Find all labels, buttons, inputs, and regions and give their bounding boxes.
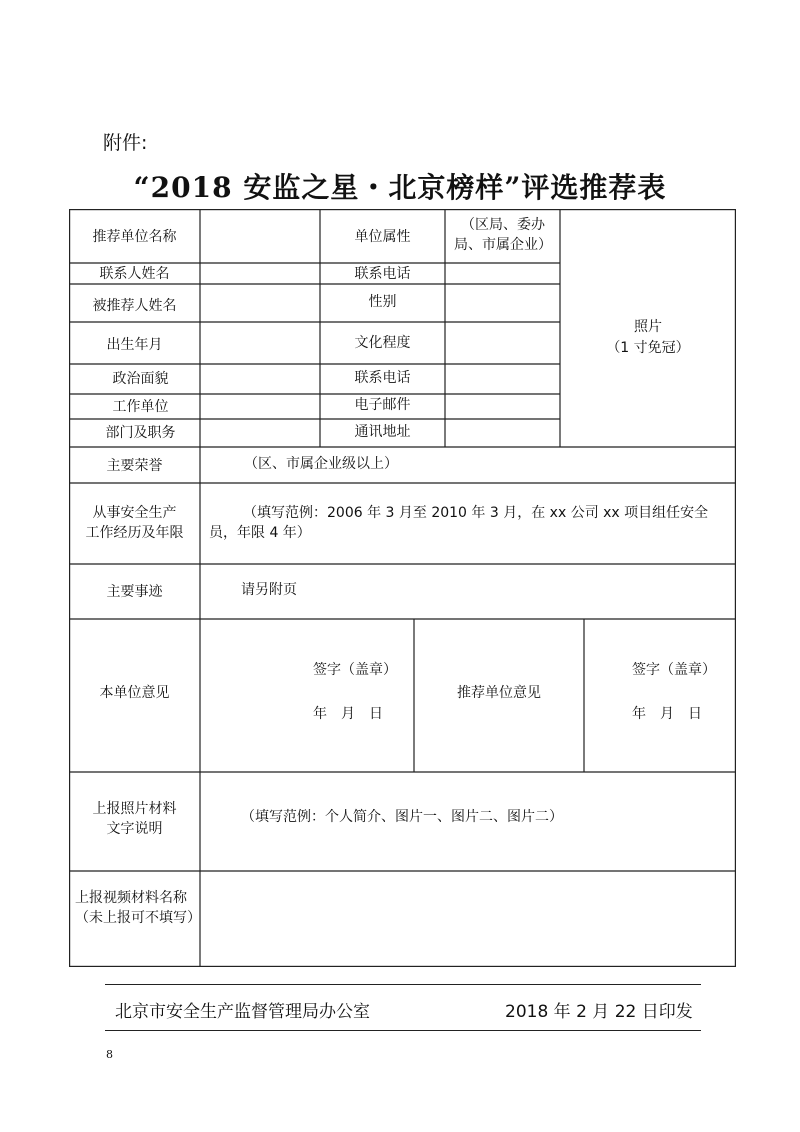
unit-attr-label: 单位属性 [354, 229, 411, 245]
email-label: 电子邮件 [354, 397, 411, 413]
honors-hint: （区、市属企业级以上） [244, 456, 398, 472]
experience-label-line2: 工作经历及年限 [85, 525, 184, 541]
footer-top-rule [105, 984, 701, 985]
own-signature: 签字（盖章） [313, 662, 397, 678]
photo-desc-hint: （填写范例：个人简介、图片一、图片二、图片二） [241, 809, 563, 825]
own-opinion-label: 本单位意见 [99, 685, 170, 701]
honors-label: 主要荣誉 [106, 458, 163, 474]
address-label: 通讯地址 [354, 424, 411, 440]
rec-signature: 签字（盖章） [632, 662, 716, 678]
footer-bottom-rule [105, 1030, 701, 1031]
contact-phone-label: 联系电话 [354, 266, 411, 282]
photo-hint: （1 寸免冠） [606, 340, 690, 356]
photo-desc-label-line2: 文字说明 [106, 821, 163, 837]
experience-label-line1: 从事安全生产 [92, 505, 177, 521]
rec-opinion-label: 推荐单位意见 [457, 685, 541, 701]
education-label: 文化程度 [354, 335, 411, 351]
phone2-label: 联系电话 [354, 370, 411, 386]
page-number: 8 [106, 1048, 113, 1061]
deeds-value: 请另附页 [241, 582, 297, 598]
rec-date: 年 月 日 [632, 706, 702, 722]
rec-unit-name-label: 推荐单位名称 [92, 229, 177, 245]
photo-desc-label-line1: 上报照片材料 [92, 801, 177, 817]
form-title: “2018 安监之星・北京榜样”评选推荐表 [133, 171, 667, 204]
nominee-name-label: 被推荐人姓名 [92, 298, 177, 314]
gender-label: 性别 [368, 294, 397, 310]
footer-issue-date: 2018 年 2 月 22 日印发 [505, 1002, 693, 1022]
video-label: 上报视频材料名称（未上报可不填写） [75, 890, 201, 926]
politics-label: 政治面貌 [112, 371, 169, 387]
experience-hint: （填写范例：2006 年 3 月至 2010 年 3 月，在 xx 公司 xx 项目组任安全员，年限 4 年） [209, 505, 709, 541]
unit-attr-hint: （区局、委办局、市属企业） [454, 217, 552, 253]
workplace-label: 工作单位 [112, 399, 169, 415]
contact-name-label: 联系人姓名 [99, 266, 170, 282]
photo-label: 照片 [634, 319, 662, 335]
dept-label: 部门及职务 [105, 425, 176, 441]
deeds-label: 主要事迹 [106, 584, 163, 600]
recommendation-form [69, 209, 736, 967]
birth-label: 出生年月 [106, 337, 163, 353]
own-date: 年 月 日 [313, 706, 383, 722]
footer-issuer: 北京市安全生产监督管理局办公室 [115, 1002, 370, 1022]
attachment-label: 附件: [103, 132, 148, 154]
